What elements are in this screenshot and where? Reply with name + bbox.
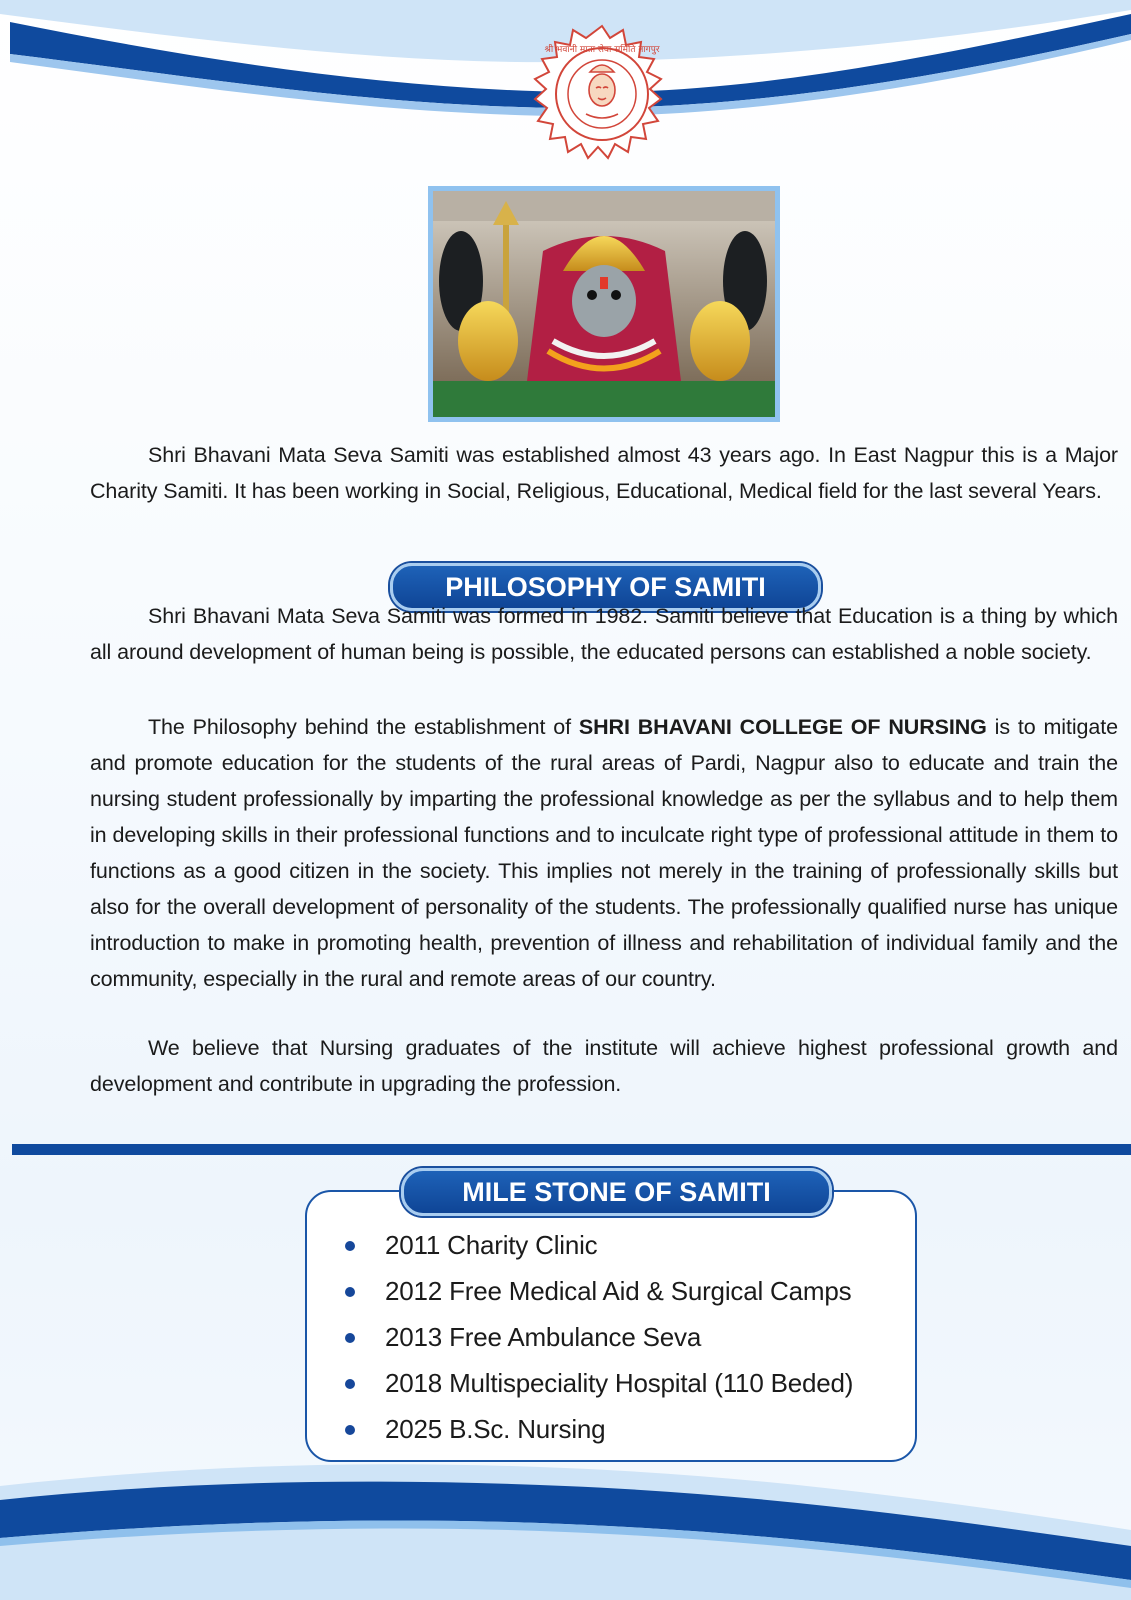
list-item [345, 1314, 853, 1360]
intro-paragraph: Shri Bhavani Mata Seva Samiti was established almost 43 years ago. In East Nagpur this is a Major Charity Samiti. It has been working in Social, Religious, Educational, Medical field for the last several Years. [90, 443, 1118, 503]
philosophy-heading: PHILOSOPHY OF SAMITI [390, 563, 821, 611]
emblem-text: श्री भवानी माता सेवा समिति नागपुर [544, 45, 660, 55]
bullet-icon [345, 1379, 355, 1389]
milestone-text: 2013 Free Ambulance Seva [385, 1322, 702, 1352]
deity-idol-photo [428, 186, 780, 422]
philosophy-paragraph-3: We believe that Nursing graduates of the institute will achieve highest professional growth and development and contribute in upgrading the profession. [90, 1036, 1118, 1096]
milestone-text: 2025 B.Sc. Nursing [385, 1414, 606, 1444]
college-name-bold: SHRI BHAVANI COLLEGE OF NURSING [578, 715, 987, 739]
bullet-icon [345, 1425, 355, 1435]
list-item [345, 1360, 853, 1406]
milestone-text: 2012 Free Medical Aid & Surgical Camps [385, 1276, 852, 1306]
list-item [345, 1268, 853, 1314]
milestone-text: 2011 Charity Clinic [385, 1230, 598, 1260]
philosophy-paragraph-1: Shri Bhavani Mata Seva Samiti was formed in 1982. Samiti believe that Education is a thing by which all around development of human being is possible, the educated persons can established a noble society. [90, 604, 1118, 664]
milestones-list [345, 1222, 853, 1452]
list-item [345, 1406, 853, 1452]
milestone-text: 2018 Multispeciality Hospital (110 Beded) [385, 1368, 854, 1398]
milestones-heading: MILE STONE OF SAMITI [401, 1168, 832, 1216]
philosophy-paragraph-2 [90, 709, 1118, 997]
bottom-wave-decoration [0, 1460, 1131, 1600]
bullet-icon [345, 1333, 355, 1343]
list-item [345, 1222, 853, 1268]
milestones-box [305, 1190, 917, 1462]
samiti-emblem-seal [526, 22, 678, 174]
bullet-icon [345, 1241, 355, 1251]
philosophy-paragraph-2-start: The Philosophy behind the establishment of [148, 715, 579, 739]
philosophy-paragraph-2-end: is to mitigate and promote education for the students of the rural areas of Pardi, Nagpur also to educate and train the nursing student professionally by imparting the professional knowledge as per the syllabus and to help them in developing skills in their professional functions and to inculcate right type of professional attitude in them to functions as a good citizen in the society. This implies not merely in the training of professionally skills but also for the overall development of personality of the students. The professionally qualified nurse has unique introduction to make in promoting health, prevention of illness and rehabilitation of individual family and the community, especially in the rural and remote areas of our country. [90, 715, 1118, 991]
bullet-icon [345, 1287, 355, 1297]
section-divider-band [12, 1144, 1131, 1155]
